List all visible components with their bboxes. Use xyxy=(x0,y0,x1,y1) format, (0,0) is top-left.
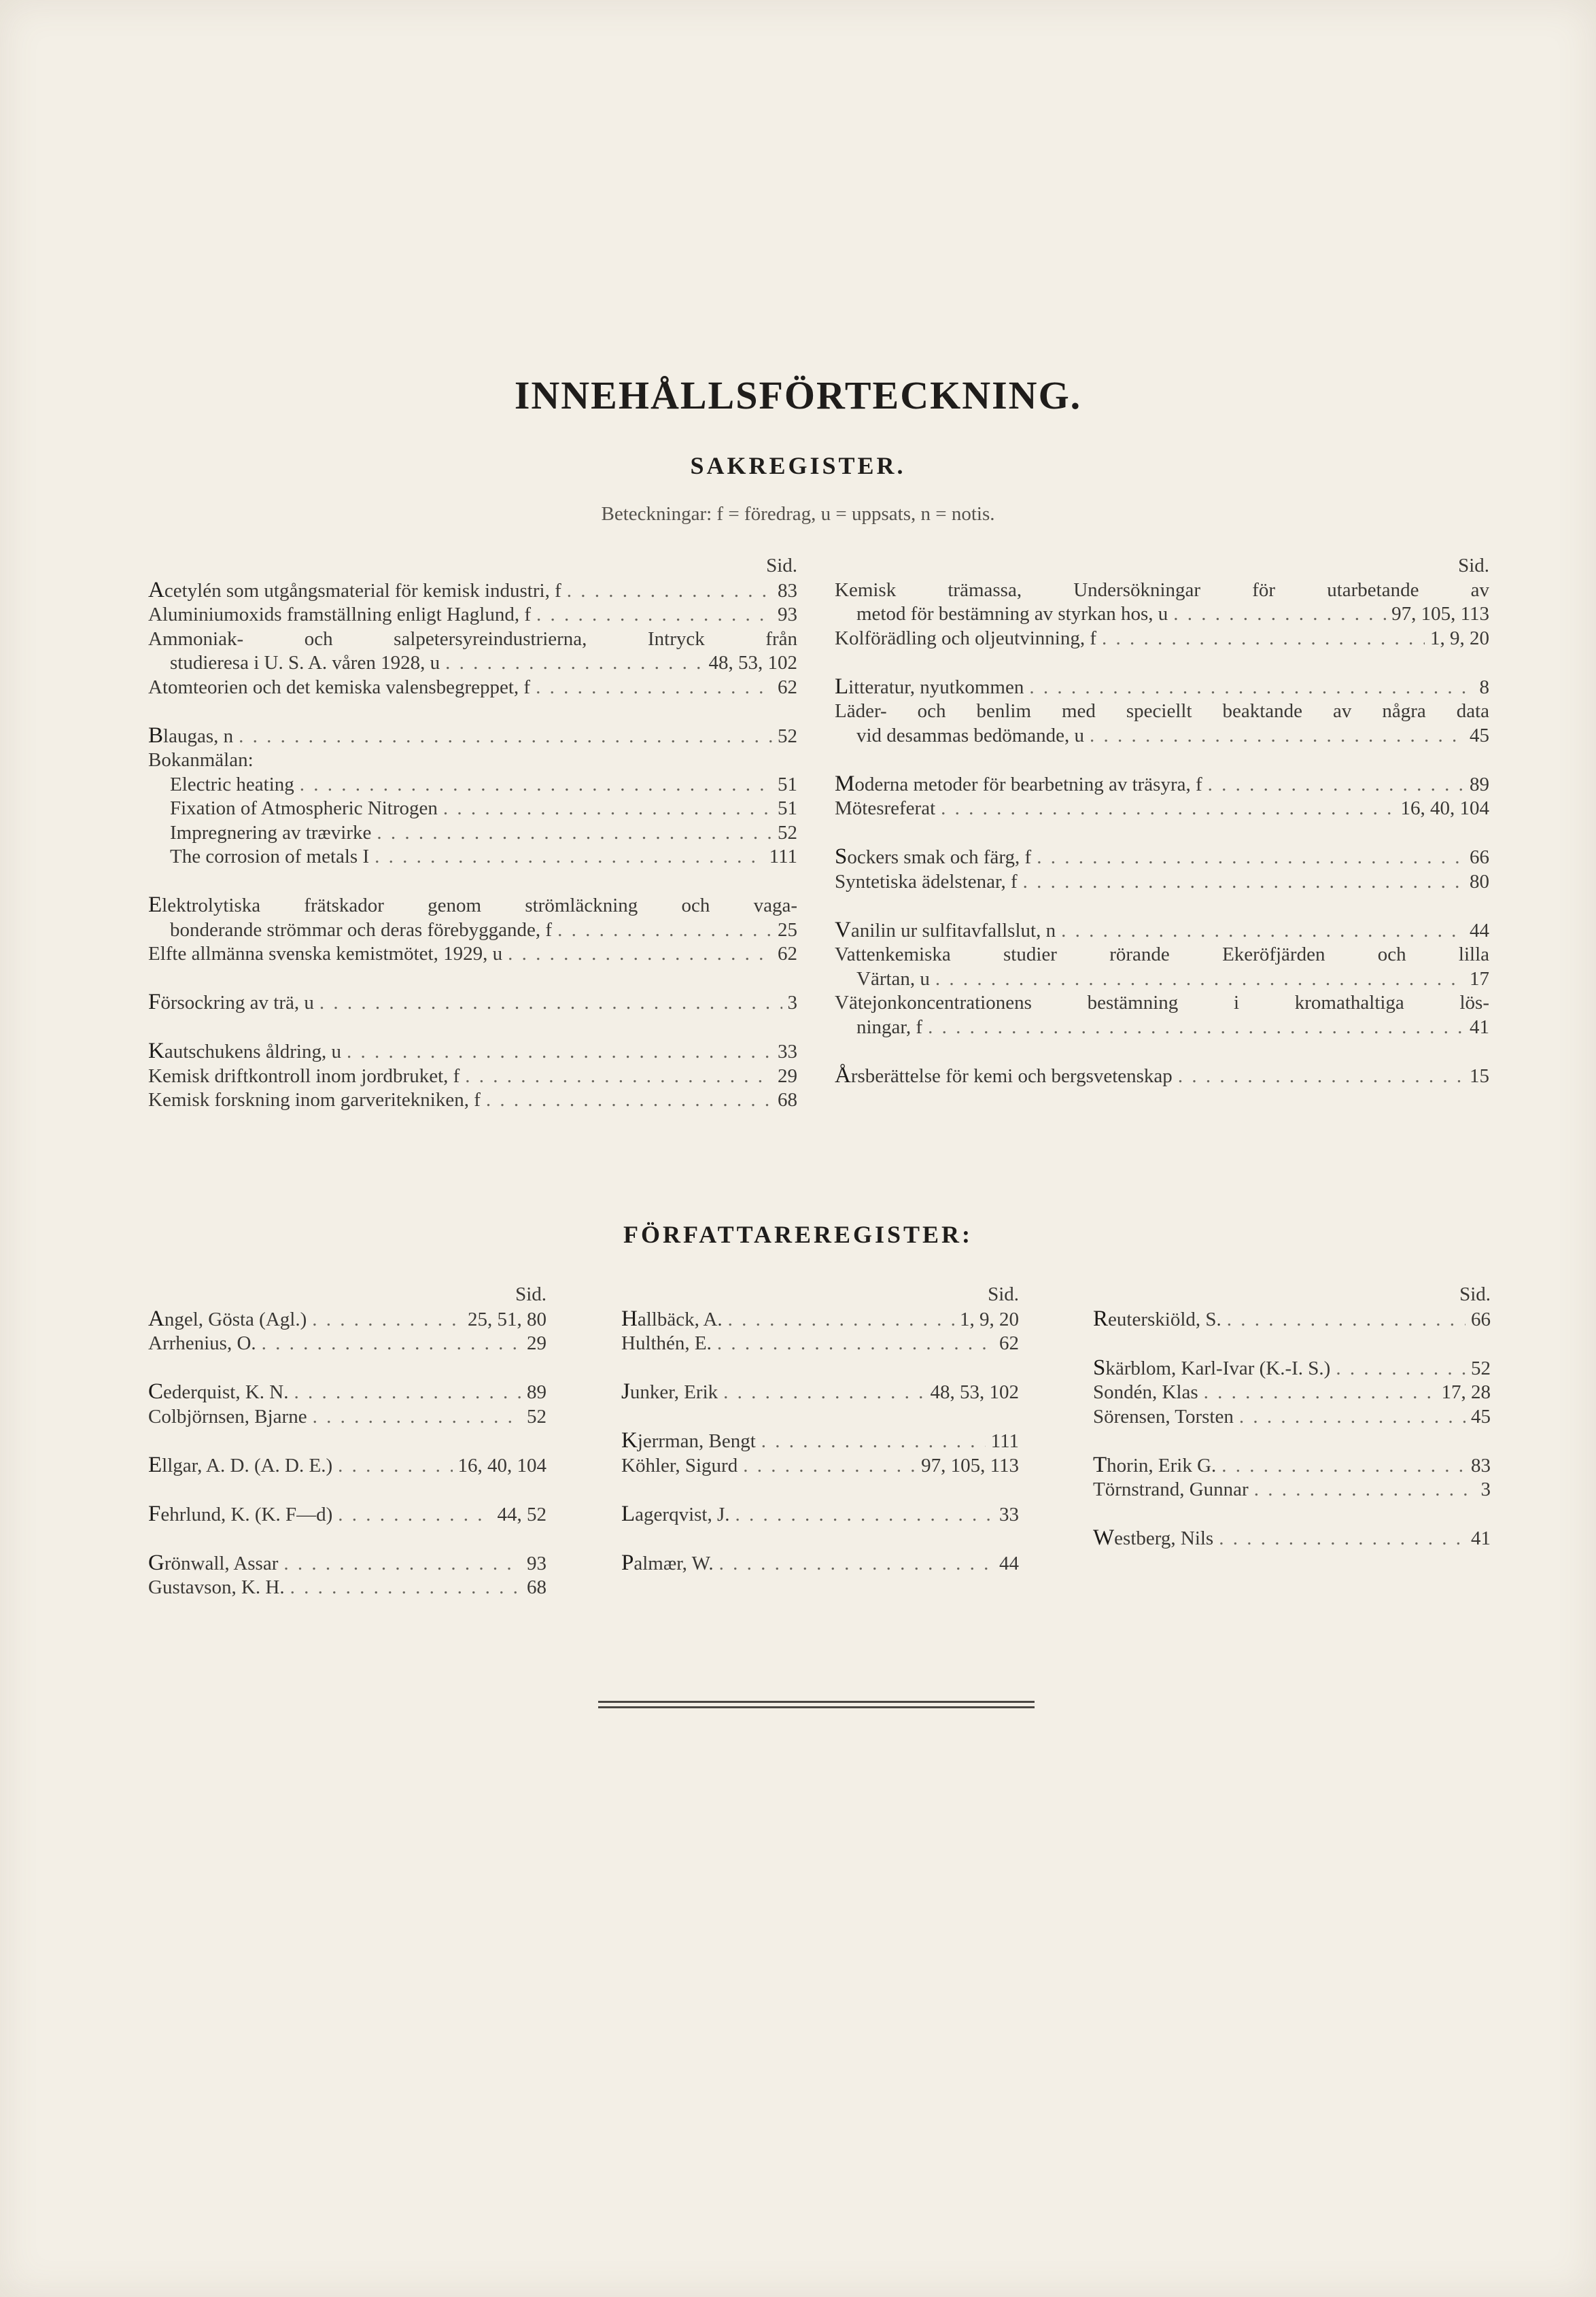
entry-label: Angel, Gösta (Agl.) xyxy=(148,1306,307,1331)
entry-label: Törnstrand, Gunnar xyxy=(1093,1479,1249,1500)
leader-dots xyxy=(1219,1527,1465,1551)
leader-dots xyxy=(445,651,703,676)
entry-page-number: 83 xyxy=(1471,1454,1491,1476)
divider-rule-bottom xyxy=(598,1706,1035,1708)
index-entry xyxy=(835,1016,1489,1040)
leader-dots xyxy=(283,1552,521,1576)
entry-page-number: 44 xyxy=(999,1552,1019,1574)
index-entry xyxy=(148,676,797,700)
entry-label: Mötesreferat xyxy=(835,797,936,819)
index-entry-line: Bokanmälan: xyxy=(148,749,254,771)
index-entry xyxy=(1093,1307,1491,1332)
index-entry xyxy=(1093,1526,1491,1551)
index-entry xyxy=(148,724,797,749)
entry-page-number: 97, 105, 113 xyxy=(921,1454,1019,1476)
entry-page-number: 45 xyxy=(1471,1405,1491,1428)
entry-label: Aluminiumoxids framställning enligt Haglund, f xyxy=(148,604,532,625)
leader-dots xyxy=(536,676,772,700)
entry-label: Sörensen, Torsten xyxy=(1093,1405,1234,1428)
index-entry xyxy=(835,772,1489,797)
entry-page-number: 41 xyxy=(1470,1016,1489,1038)
entry-label: Försockring av trä, u xyxy=(148,990,314,1014)
page-title: INNEHÅLLSFÖRTECKNING. xyxy=(514,373,1082,417)
index-entry xyxy=(148,1502,547,1527)
sid-header: Sid. xyxy=(515,1283,547,1305)
leader-dots xyxy=(743,1454,916,1479)
index-entry xyxy=(148,821,797,846)
entry-label: Elfte allmänna svenska kemistmötet, 1929, u xyxy=(148,943,503,965)
leader-dots xyxy=(377,821,772,846)
spacer xyxy=(148,1527,547,1551)
spacer xyxy=(621,1405,1019,1430)
section-title-sakregister: SAKREGISTER. xyxy=(690,452,906,479)
entry-label: Värtan, u xyxy=(856,967,930,990)
spacer xyxy=(148,967,797,991)
entry-label: Årsberättelse för kemi och bergsvetenskap xyxy=(835,1063,1173,1088)
entry-page-number: 66 xyxy=(1471,1308,1491,1330)
index-entry xyxy=(621,1332,1019,1356)
entry-page-number: 89 xyxy=(1470,773,1489,795)
spacer xyxy=(835,748,1489,772)
leader-dots xyxy=(486,1088,772,1113)
divider-rule-top xyxy=(598,1701,1035,1703)
leader-dots xyxy=(557,918,772,943)
entry-page-number: 111 xyxy=(990,1430,1019,1452)
entry-label: Köhler, Sigurd xyxy=(621,1454,738,1476)
index-entry xyxy=(1093,1381,1491,1405)
leader-dots xyxy=(375,845,764,869)
entry-page-number: 44, 52 xyxy=(497,1503,547,1525)
entry-page-number: 51 xyxy=(778,773,797,795)
entry-page-number: 29 xyxy=(527,1332,547,1354)
entry-label: The corrosion of metals I xyxy=(170,846,370,867)
entry-label: vid desammas bedömande, u xyxy=(856,724,1085,746)
entry-page-number: 1, 9, 20 xyxy=(960,1308,1019,1330)
subject-index-right-column xyxy=(835,554,1489,1088)
legend-text: Beteckningar: f = föredrag, u = uppsats, n = notis. xyxy=(601,503,995,525)
entry-page-number: 93 xyxy=(527,1552,547,1574)
leader-dots xyxy=(1208,773,1464,797)
entry-label: Sondén, Klas xyxy=(1093,1381,1198,1403)
index-entry xyxy=(621,1307,1019,1332)
entry-page-number: 16, 40, 104 xyxy=(1400,797,1489,819)
entry-page-number: 33 xyxy=(778,1041,797,1063)
sid-header: Sid. xyxy=(1458,555,1489,576)
index-entry xyxy=(148,1405,547,1430)
leader-dots xyxy=(1239,1405,1465,1430)
entry-page-number: 3 xyxy=(787,992,797,1014)
entry-page-number: 111 xyxy=(769,846,797,867)
leader-dots xyxy=(300,773,772,797)
entry-page-number: 25 xyxy=(778,918,797,941)
leader-dots xyxy=(508,942,772,967)
index-entry xyxy=(148,1576,547,1600)
section-title-forfattarregister: FÖRFATTAREREGISTER: xyxy=(623,1221,973,1248)
sid-header: Sid. xyxy=(766,555,797,576)
leader-dots xyxy=(536,603,772,627)
leader-dots xyxy=(262,1332,521,1356)
spacer xyxy=(148,1016,797,1040)
entry-label: Kemisk forskning inom garveritekniken, f xyxy=(148,1089,481,1111)
index-entry xyxy=(148,1307,547,1332)
index-entry-line: Kemisk trämassa, Undersökningar för utarbetande av xyxy=(835,578,1489,601)
entry-label: Hulthén, E. xyxy=(621,1332,712,1354)
leader-dots xyxy=(1029,676,1474,700)
entry-label: Fehrlund, K. (K. F—d) xyxy=(148,1501,333,1526)
leader-dots xyxy=(465,1065,772,1089)
spacer xyxy=(1093,1502,1491,1527)
index-entry xyxy=(148,651,797,676)
entry-page-number: 41 xyxy=(1471,1527,1491,1549)
spacer xyxy=(148,1429,547,1453)
spacer xyxy=(621,1478,1019,1502)
spacer xyxy=(1093,1332,1491,1356)
leader-dots xyxy=(1173,602,1386,627)
entry-label: Atomteorien och det kemiska valensbegreppet, f xyxy=(148,676,531,698)
entry-label: Electric heating xyxy=(170,773,294,795)
spacer xyxy=(835,651,1489,675)
author-index-column-3 xyxy=(1093,1283,1491,1551)
entry-label: Skärblom, Karl-Ivar (K.-I. S.) xyxy=(1093,1355,1331,1380)
leader-dots xyxy=(312,1308,462,1332)
spacer xyxy=(621,1356,1019,1381)
index-entry xyxy=(148,918,797,943)
index-entry xyxy=(835,797,1489,821)
entry-page-number: 52 xyxy=(527,1405,547,1428)
entry-page-number: 33 xyxy=(999,1503,1019,1525)
spacer xyxy=(148,1478,547,1502)
entry-page-number: 45 xyxy=(1470,724,1489,746)
author-index-column-1 xyxy=(148,1283,547,1600)
entry-label: Thorin, Erik G. xyxy=(1093,1452,1217,1477)
leader-dots xyxy=(719,1552,994,1576)
entry-label: Cederquist, K. N. xyxy=(148,1379,289,1404)
leader-dots xyxy=(735,1503,994,1527)
entry-label: Palmær, W. xyxy=(621,1550,714,1575)
entry-label: Litteratur, nyutkommen xyxy=(835,674,1024,699)
entry-page-number: 52 xyxy=(778,725,797,747)
subject-index-left-column xyxy=(148,554,797,1113)
leader-dots xyxy=(1023,870,1464,895)
leader-dots xyxy=(723,1381,924,1405)
index-entry xyxy=(835,627,1489,651)
entry-page-number: 62 xyxy=(778,943,797,965)
entry-label: Ellgar, A. D. (A. D. E.) xyxy=(148,1452,333,1477)
entry-label: Arrhenius, O. xyxy=(148,1332,256,1354)
index-entry xyxy=(835,1064,1489,1089)
index-entry xyxy=(1093,1453,1491,1479)
entry-label: metod för bestämning av styrkan hos, u xyxy=(856,603,1168,625)
index-entry-line: Ammoniak- och salpetersyreindustrierna, Intryck från xyxy=(148,627,797,650)
entry-page-number: 17 xyxy=(1470,967,1489,990)
entry-label: Sockers smak och färg, f xyxy=(835,844,1032,869)
index-entry xyxy=(835,675,1489,700)
entry-label: Reuterskiöld, S. xyxy=(1093,1306,1221,1331)
index-entry-line: Vattenkemiska studier rörande Ekeröfjärden och lilla xyxy=(835,944,1489,965)
index-entry xyxy=(148,1039,797,1065)
index-entry xyxy=(148,1551,547,1576)
index-entry xyxy=(148,797,797,821)
spacer xyxy=(1093,1429,1491,1453)
leader-dots xyxy=(313,1405,521,1430)
index-entry xyxy=(148,1380,547,1405)
leader-dots xyxy=(1227,1308,1465,1332)
leader-dots xyxy=(1090,724,1464,748)
index-entry xyxy=(148,1088,797,1113)
spacer xyxy=(835,894,1489,918)
entry-page-number: 8 xyxy=(1479,676,1489,698)
leader-dots xyxy=(1178,1065,1464,1089)
entry-page-number: 51 xyxy=(778,797,797,819)
sid-header: Sid. xyxy=(988,1283,1019,1305)
spacer xyxy=(835,1039,1489,1064)
sid-header: Sid. xyxy=(1459,1283,1491,1305)
spacer xyxy=(835,821,1489,846)
entry-label: bonderande strömmar och deras förebyggande, f xyxy=(170,918,553,941)
entry-page-number: 62 xyxy=(778,676,797,698)
leader-dots xyxy=(928,1016,1464,1040)
leader-dots xyxy=(935,967,1464,992)
entry-page-number: 93 xyxy=(778,604,797,625)
entry-page-number: 17, 28 xyxy=(1441,1381,1491,1403)
index-entry xyxy=(835,602,1489,627)
entry-label: Hallbäck, A. xyxy=(621,1306,723,1331)
entry-page-number: 16, 40, 104 xyxy=(457,1454,547,1476)
entry-label: Impregnering av trævirke xyxy=(170,821,372,844)
leader-dots xyxy=(1037,846,1464,870)
index-entry xyxy=(835,845,1489,870)
index-entry xyxy=(621,1551,1019,1576)
author-index-column-2 xyxy=(621,1283,1019,1576)
leader-dots xyxy=(239,725,772,749)
leader-dots xyxy=(1254,1478,1476,1502)
leader-dots xyxy=(1221,1454,1465,1479)
index-entry xyxy=(621,1502,1019,1527)
index-entry xyxy=(148,845,797,869)
entry-label: Kjerrman, Bengt xyxy=(621,1428,756,1453)
entry-label: Kautschukens åldring, u xyxy=(148,1039,341,1063)
entry-page-number: 29 xyxy=(778,1065,797,1087)
entry-page-number: 48, 53, 102 xyxy=(708,652,797,674)
entry-page-number: 80 xyxy=(1470,870,1489,893)
index-entry xyxy=(148,942,797,967)
index-entry xyxy=(148,990,797,1016)
index-entry-line: Elektrolytiska frätskador genom strömläckning och vaga- xyxy=(148,893,797,917)
index-entry xyxy=(621,1454,1019,1479)
leader-dots xyxy=(567,579,772,604)
entry-page-number: 68 xyxy=(527,1576,547,1598)
index-entry xyxy=(148,578,797,604)
leader-dots xyxy=(1061,919,1464,944)
index-entry xyxy=(148,1332,547,1356)
spacer xyxy=(148,869,797,894)
index-entry xyxy=(621,1380,1019,1405)
entry-page-number: 1, 9, 20 xyxy=(1430,627,1489,649)
entry-label: Westberg, Nils xyxy=(1093,1525,1214,1550)
entry-page-number: 97, 105, 113 xyxy=(1391,603,1489,625)
index-entry xyxy=(148,1065,797,1089)
index-entry xyxy=(835,724,1489,748)
entry-label: Grönwall, Assar xyxy=(148,1550,279,1575)
leader-dots xyxy=(1204,1381,1436,1405)
index-entry xyxy=(1093,1405,1491,1430)
entry-label: Vanilin ur sulfitavfallslut, n xyxy=(835,917,1056,942)
entry-label: Acetylén som utgångsmaterial för kemisk industri, f xyxy=(148,577,561,602)
entry-page-number: 44 xyxy=(1470,919,1489,942)
index-entry xyxy=(835,870,1489,895)
entry-label: ningar, f xyxy=(856,1016,923,1038)
entry-label: Syntetiska ädelstenar, f xyxy=(835,870,1018,893)
leader-dots xyxy=(347,1040,772,1065)
entry-page-number: 66 xyxy=(1470,846,1489,868)
leader-dots xyxy=(290,1576,521,1600)
spacer xyxy=(148,700,797,724)
leader-dots xyxy=(717,1332,994,1356)
leader-dots xyxy=(338,1454,452,1479)
index-entry xyxy=(148,603,797,627)
entry-page-number: 68 xyxy=(778,1089,797,1111)
index-entry-line: Vätejonkoncentrationens bestämning i kromathaltiga lös- xyxy=(835,992,1489,1014)
leader-dots xyxy=(319,991,782,1016)
leader-dots xyxy=(941,797,1395,821)
entry-label: Kemisk driftkontroll inom jordbruket, f xyxy=(148,1065,460,1087)
spacer xyxy=(621,1527,1019,1551)
entry-label: Junker, Erik xyxy=(621,1379,718,1404)
entry-page-number: 62 xyxy=(999,1332,1019,1354)
index-entry xyxy=(148,1453,547,1479)
leader-dots xyxy=(443,797,772,821)
entry-label: Blaugas, n xyxy=(148,723,234,748)
entry-page-number: 89 xyxy=(527,1381,547,1403)
entry-label: studieresa i U. S. A. våren 1928, u xyxy=(170,652,440,674)
entry-label: Gustavson, K. H. xyxy=(148,1576,285,1598)
entry-page-number: 52 xyxy=(778,821,797,844)
entry-label: Colbjörnsen, Bjarne xyxy=(148,1405,307,1428)
index-entry xyxy=(1093,1478,1491,1502)
leader-dots xyxy=(1102,627,1425,651)
entry-page-number: 48, 53, 102 xyxy=(930,1381,1019,1403)
index-entry-line: Läder- och benlim med speciellt beaktande av några data xyxy=(835,700,1489,722)
index-entry xyxy=(835,918,1489,944)
entry-page-number: 52 xyxy=(1471,1357,1491,1379)
entry-page-number: 3 xyxy=(1480,1479,1491,1500)
leader-dots xyxy=(294,1381,521,1405)
entry-page-number: 25, 51, 80 xyxy=(468,1308,547,1330)
index-entry xyxy=(621,1429,1019,1454)
leader-dots xyxy=(1336,1357,1465,1381)
spacer xyxy=(148,1356,547,1381)
leader-dots xyxy=(761,1430,986,1454)
entry-page-number: 15 xyxy=(1470,1065,1489,1087)
index-entry xyxy=(1093,1356,1491,1381)
index-entry xyxy=(835,967,1489,992)
entry-label: Fixation of Atmospheric Nitrogen xyxy=(170,797,438,819)
leader-dots xyxy=(728,1308,954,1332)
entry-page-number: 83 xyxy=(778,579,797,602)
entry-label: Kolförädling och oljeutvinning, f xyxy=(835,627,1096,649)
entry-label: Moderna metoder för bearbetning av träsyra, f xyxy=(835,771,1202,796)
entry-label: Lagerqvist, J. xyxy=(621,1501,730,1526)
index-entry xyxy=(148,773,797,797)
leader-dots xyxy=(338,1503,491,1527)
